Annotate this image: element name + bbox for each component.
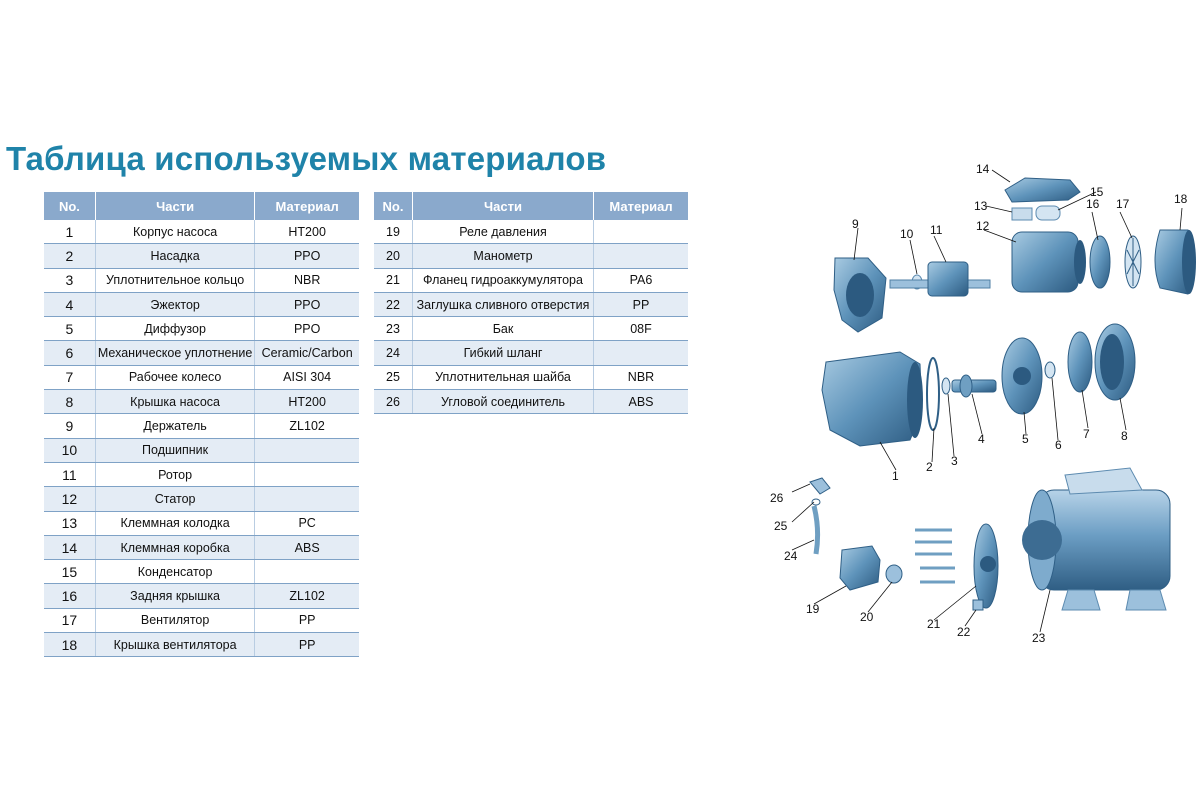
part-number-cell: 22: [374, 292, 413, 316]
material-cell: ABS: [594, 390, 689, 414]
screws: [915, 530, 955, 582]
part-number-cell: 12: [44, 487, 95, 511]
material-cell: ABS: [255, 535, 359, 559]
material-cell: [255, 560, 359, 584]
material-cell: [255, 487, 359, 511]
part-number-cell: 18: [44, 633, 95, 657]
part-number-cell: 9: [44, 414, 95, 438]
part-name-cell: Вентилятор: [95, 608, 254, 632]
part-name-cell: Корпус насоса: [95, 220, 254, 244]
part-name-cell: Угловой соединитель: [413, 390, 594, 414]
capacitor-15: [1036, 206, 1060, 220]
diagram-label: 24: [784, 549, 798, 563]
diagram-label: 13: [974, 199, 988, 213]
part-name-cell: Гибкий шланг: [413, 341, 594, 365]
diagram-label: 10: [900, 227, 914, 241]
flexible-hose-24: [814, 506, 818, 554]
part-number-cell: 4: [44, 292, 95, 316]
table-row: [44, 414, 359, 438]
part-name-cell: Крышка насоса: [95, 390, 254, 414]
material-cell: PP: [255, 633, 359, 657]
part-name-cell: Фланец гидроаккумулятора: [413, 268, 594, 292]
part-name-cell: Реле давления: [413, 220, 594, 244]
table-row: [44, 608, 359, 632]
diagram-label: 19: [806, 602, 820, 616]
part-number-cell: 14: [44, 535, 95, 559]
material-cell: NBR: [594, 365, 689, 389]
diagram-label: 14: [976, 162, 990, 176]
diagram-label: 12: [976, 219, 990, 233]
table-row: [44, 560, 359, 584]
part-number-cell: 25: [374, 365, 413, 389]
part-number-cell: 16: [44, 584, 95, 608]
diagram-label: 18: [1174, 192, 1188, 206]
fan-cover-18: [1155, 230, 1196, 294]
table-row: [44, 292, 359, 316]
part-name-cell: Эжектор: [95, 292, 254, 316]
ejector-4: [952, 375, 996, 397]
table-row: [374, 244, 688, 268]
part-name-cell: Заглушка сливного отверстия: [413, 292, 594, 316]
diagram-label: 11: [930, 223, 943, 237]
column-header-no: No.: [374, 192, 413, 220]
materials-table-2: [374, 192, 688, 414]
material-cell: HT200: [255, 390, 359, 414]
material-cell: [594, 341, 689, 365]
drain-plug-22: [973, 600, 983, 610]
materials-table-1: [44, 192, 359, 657]
table-row: [374, 220, 688, 244]
part-name-cell: Уплотнительная шайба: [413, 365, 594, 389]
material-cell: HT200: [255, 220, 359, 244]
stator-12: [1012, 232, 1086, 292]
tank-23: [1022, 468, 1170, 610]
part-name-cell: Клеммная колодка: [95, 511, 254, 535]
part-number-cell: 5: [44, 317, 95, 341]
table-row: [44, 341, 359, 365]
part-name-cell: Конденсатор: [95, 560, 254, 584]
part-number-cell: 11: [44, 462, 95, 486]
material-cell: [255, 438, 359, 462]
part-name-cell: Диффузор: [95, 317, 254, 341]
rotor-11: [890, 262, 990, 296]
material-cell: [594, 220, 689, 244]
material-cell: PPO: [255, 244, 359, 268]
part-name-cell: Ротор: [95, 462, 254, 486]
material-cell: PC: [255, 511, 359, 535]
material-cell: PPO: [255, 292, 359, 316]
table-row: [44, 317, 359, 341]
diagram-label: 3: [951, 454, 958, 468]
rear-cover-16: [1090, 236, 1110, 288]
pressure-gauge-20: [886, 565, 902, 583]
mechanical-seal-6: [1045, 362, 1055, 378]
material-cell: 08F: [594, 317, 689, 341]
diagram-label: 26: [770, 491, 784, 505]
fan-17: [1125, 236, 1141, 288]
table-row: [374, 390, 688, 414]
part-name-cell: Крышка вентилятора: [95, 633, 254, 657]
diagram-label: 21: [927, 617, 941, 631]
angle-connector-26: [810, 478, 830, 494]
material-cell: [255, 462, 359, 486]
part-name-cell: Клеммная коробка: [95, 535, 254, 559]
part-number-cell: 7: [44, 365, 95, 389]
part-name-cell: Статор: [95, 487, 254, 511]
table-row: [44, 584, 359, 608]
column-header-material: Материал: [255, 192, 359, 220]
part-number-cell: 21: [374, 268, 413, 292]
diagram-label: 5: [1022, 432, 1029, 446]
table-row: [374, 341, 688, 365]
part-number-cell: 8: [44, 390, 95, 414]
part-number-cell: 6: [44, 341, 95, 365]
part-name-cell: Рабочее колесо: [95, 365, 254, 389]
part-name-cell: Держатель: [95, 414, 254, 438]
material-cell: PA6: [594, 268, 689, 292]
diagram-label: 7: [1083, 427, 1090, 441]
part-number-cell: 13: [44, 511, 95, 535]
table-row: [44, 268, 359, 292]
diagram-label: 25: [774, 519, 788, 533]
diagram-label: 9: [852, 217, 859, 231]
part-number-cell: 23: [374, 317, 413, 341]
material-cell: PP: [594, 292, 689, 316]
table-row: [44, 438, 359, 462]
diagram-label: 20: [860, 610, 874, 624]
diagram-label: 15: [1090, 185, 1104, 199]
diagram-label: 22: [957, 625, 971, 639]
part-number-cell: 20: [374, 244, 413, 268]
table-row: [44, 220, 359, 244]
table-row: [374, 365, 688, 389]
diagram-label: 17: [1116, 197, 1130, 211]
pump-cover-8: [1095, 324, 1135, 400]
material-cell: PPO: [255, 317, 359, 341]
material-cell: NBR: [255, 268, 359, 292]
column-header-material: Материал: [594, 192, 689, 220]
pressure-switch-19: [840, 546, 880, 590]
diagram-label: 4: [978, 432, 985, 446]
column-header-part: Части: [95, 192, 254, 220]
diagram-label: 8: [1121, 429, 1128, 443]
part-number-cell: 2: [44, 244, 95, 268]
material-cell: AISI 304: [255, 365, 359, 389]
table-row: [374, 317, 688, 341]
part-name-cell: Насадка: [95, 244, 254, 268]
part-name-cell: Манометр: [413, 244, 594, 268]
table-row: [44, 244, 359, 268]
material-cell: Ceramic/Carbon: [255, 341, 359, 365]
table-row: [374, 292, 688, 316]
column-header-part: Части: [413, 192, 594, 220]
part-number-cell: 3: [44, 268, 95, 292]
nozzle-2: [927, 358, 939, 430]
table-row: [44, 511, 359, 535]
o-ring-3: [942, 378, 950, 394]
part-name-cell: Подшипник: [95, 438, 254, 462]
pump-body-1: [822, 352, 923, 446]
page-title: Таблица используемых материалов: [6, 140, 607, 177]
table-row: [44, 365, 359, 389]
diffuser-5: [1002, 338, 1042, 414]
diagram-label: 6: [1055, 438, 1062, 452]
part-number-cell: 17: [44, 608, 95, 632]
sealing-washer-25: [812, 499, 820, 505]
part-number-cell: 1: [44, 220, 95, 244]
terminal-block-13: [1012, 208, 1032, 220]
part-name-cell: Уплотнительное кольцо: [95, 268, 254, 292]
material-cell: ZL102: [255, 414, 359, 438]
part-number-cell: 24: [374, 341, 413, 365]
table-row: [374, 268, 688, 292]
part-name-cell: Механическое уплотнение: [95, 341, 254, 365]
diagram-label: 2: [926, 460, 933, 474]
diagram-label: 1: [892, 469, 899, 483]
material-cell: ZL102: [255, 584, 359, 608]
part-number-cell: 19: [374, 220, 413, 244]
impeller-7: [1068, 332, 1092, 392]
tank-flange-21: [974, 524, 998, 608]
part-number-cell: 15: [44, 560, 95, 584]
holder-9: [834, 258, 886, 332]
material-cell: [594, 244, 689, 268]
table-row: [44, 535, 359, 559]
part-name-cell: Бак: [413, 317, 594, 341]
table-row: [44, 633, 359, 657]
diagram-label: 23: [1032, 631, 1046, 645]
material-cell: PP: [255, 608, 359, 632]
table-row: [44, 390, 359, 414]
part-name-cell: Задняя крышка: [95, 584, 254, 608]
pump-exploded-diagram: [750, 150, 1200, 650]
table-row: [44, 462, 359, 486]
terminal-box-14: [1005, 178, 1080, 202]
diagram-label: 16: [1086, 197, 1100, 211]
part-number-cell: 10: [44, 438, 95, 462]
part-number-cell: 26: [374, 390, 413, 414]
table-row: [44, 487, 359, 511]
column-header-no: No.: [44, 192, 95, 220]
